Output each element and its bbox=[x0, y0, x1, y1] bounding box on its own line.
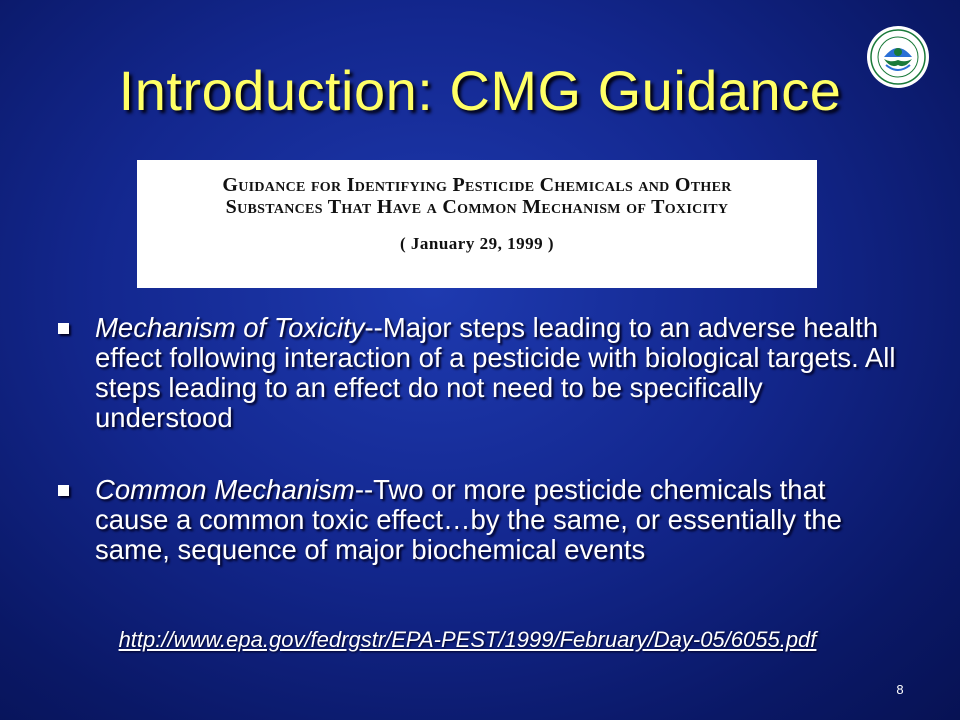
document-date: ( January 29, 1999 ) bbox=[399, 234, 555, 253]
bullet-common-mechanism bbox=[58, 475, 898, 565]
slide-title: Introduction: CMG Guidance bbox=[118, 59, 842, 122]
source-link[interactable]: http://www.epa.gov/fedrgstr/EPA-PEST/1999/February/Day-05/6055.pdf bbox=[118, 627, 817, 652]
bullet-text bbox=[95, 475, 898, 565]
bullet-term: Mechanism of Toxicity bbox=[95, 312, 365, 343]
document-title-line-2: Substances That Have a Common Mechanism of Toxicity bbox=[225, 196, 729, 218]
square-bullet-icon bbox=[58, 485, 69, 496]
square-bullet-icon bbox=[58, 323, 69, 334]
bullet-term: Common Mechanism bbox=[95, 474, 355, 505]
bullet-mechanism-of-toxicity bbox=[58, 313, 898, 433]
document-title-line-1: Guidance for Identifying Pesticide Chemicals and Other bbox=[222, 174, 732, 196]
bullet-text bbox=[95, 313, 898, 433]
bullet-definition: --Major steps leading to an adverse health effect following interaction of a pesticide with biological targets. All steps leading to an effect do not need to be specifically understood bbox=[95, 312, 896, 433]
guidance-document-image bbox=[137, 160, 817, 288]
epa-seal-icon bbox=[866, 25, 930, 89]
page-number: 8 bbox=[896, 682, 904, 697]
bullet-definition: --Two or more pesticide chemicals that cause a common toxic effect…by the same, or essentially the same, sequence of major biochemical events bbox=[95, 474, 842, 565]
